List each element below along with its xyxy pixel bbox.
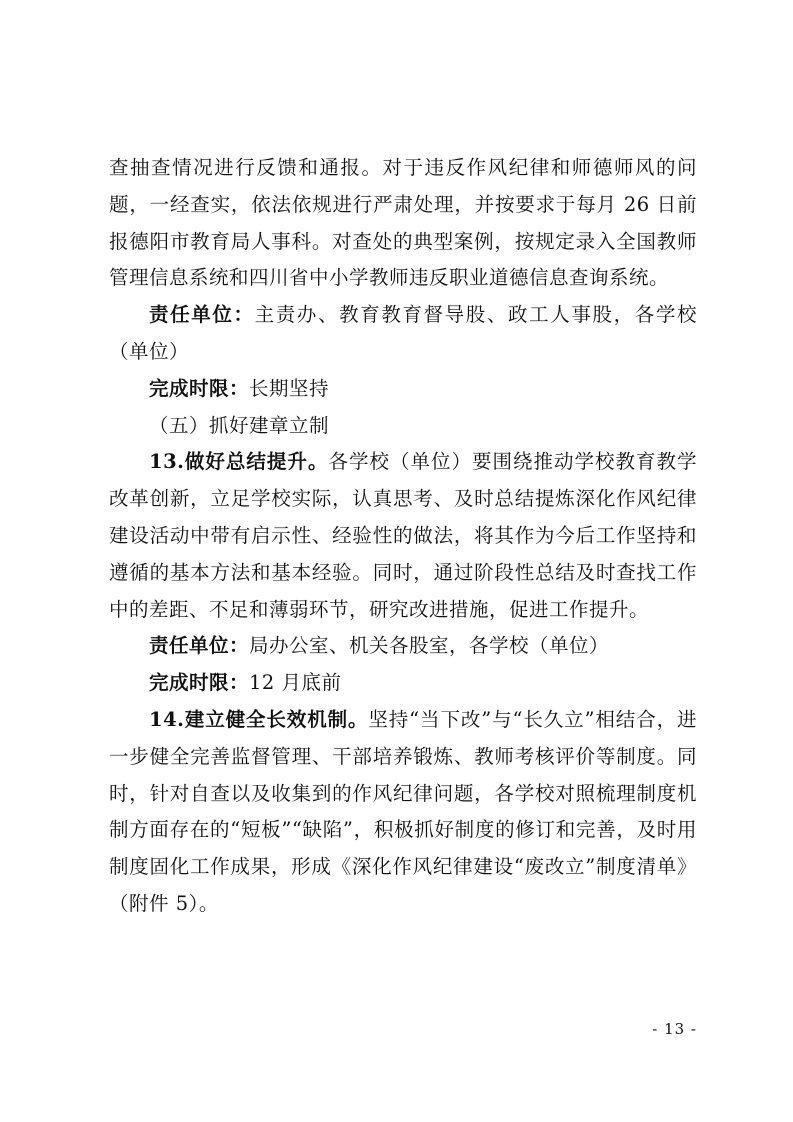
responsible-unit-value: 主责办、教育教育督导股、政工人事股，各学校（单位）	[109, 303, 697, 363]
item-13-text: 各学校（单位）要围绕推动学校教育教学改革创新，立足学校实际，认真思考、及时总结提炼深化作风纪律建设活动中带有启示性、经验性的做法，将其作为今后工作坚持和遵循的基本方法和基本经验。同时，通过阶段性总结及时查找工作中的差距、不足和薄弱环节，研究改进措施，促进工作提升。	[109, 450, 697, 621]
item-14-title: 14.建立健全长效机制。	[149, 707, 369, 731]
paragraph-deadline-2	[109, 665, 697, 702]
section-heading-five: （五）抓好建章立制	[149, 413, 330, 437]
item-14-text: 坚持“当下改”与“长久立”相结合，进一步健全完善监督管理、干部培养锻炼、教师考核评价等制度。同时，针对自查以及收集到的作风纪律问题，各学校对照梳理制度机制方面存在的“短板”“缺陷”，积极抓好制度的修订和完善，及时用制度固化工作成果，形成《深化作风纪律建设“废改立”制度清单》（附件 5）。	[109, 707, 697, 915]
document-body	[109, 150, 697, 923]
paragraph-item-14	[109, 702, 697, 923]
deadline-label: 完成时限：	[149, 671, 250, 695]
page-number: - 13 -	[652, 1020, 697, 1038]
deadline-label: 完成时限：	[149, 376, 250, 400]
responsible-unit-label: 责任单位：	[149, 634, 250, 658]
responsible-unit-value: 局办公室、机关各股室，各学校（单位）	[249, 634, 610, 658]
paragraph-item-13	[109, 444, 697, 628]
paragraph-responsible-unit-1	[109, 297, 697, 371]
deadline-value: 12 月底前	[249, 671, 342, 695]
responsible-unit-label: 责任单位：	[149, 303, 255, 327]
deadline-value: 长期坚持	[249, 376, 330, 400]
paragraph-feedback-report: 查抽查情况进行反馈和通报。对于违反作风纪律和师德师风的问题，一经查实，依法依规进行严肃处理，并按要求于每月 26 日前报德阳市教育局人事科。对查处的典型案例，按规定录入全国教师管理信息系统和四川省中小学教师违反职业道德信息查询系统。	[109, 156, 697, 290]
item-13-title: 13.做好总结提升。	[149, 450, 329, 474]
paragraph-deadline-1	[109, 371, 697, 408]
paragraph-responsible-unit-2	[109, 628, 697, 665]
